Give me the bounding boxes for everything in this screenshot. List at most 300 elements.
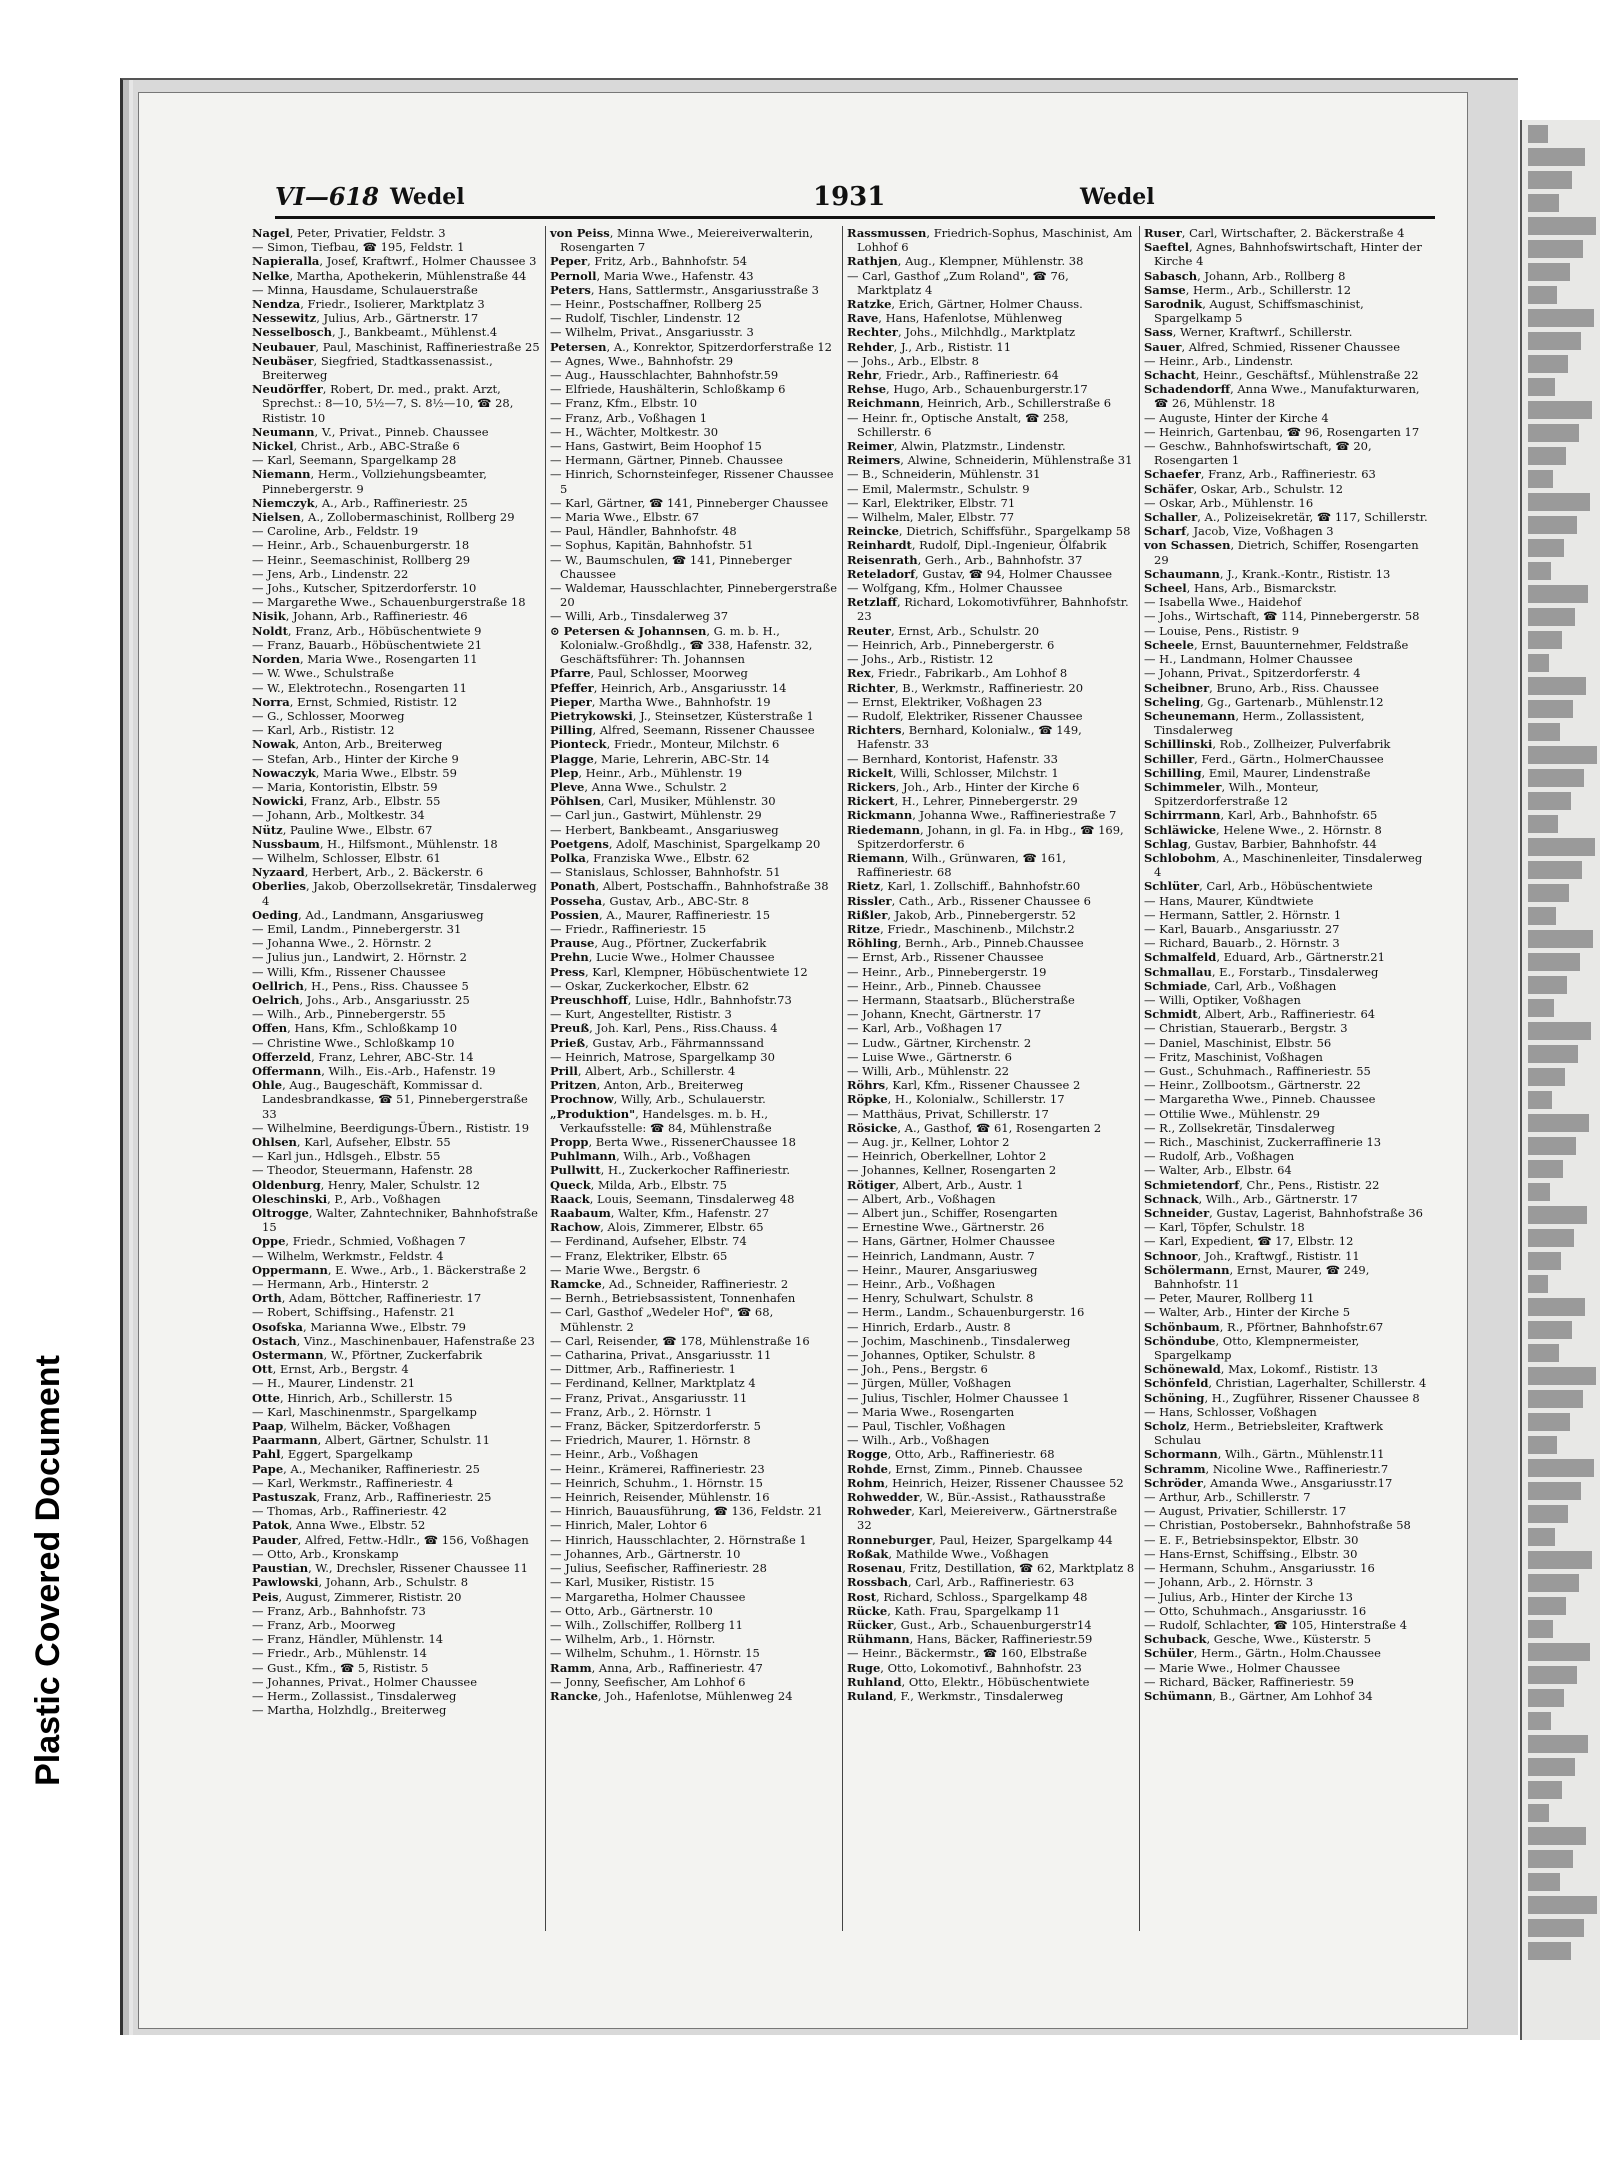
directory-entry: Schläwicke, Helene Wwe., 2. Hörnstr. 8 [1144, 822, 1382, 837]
directory-entry: — Luise Wwe., Gärtnerstr. 6 [847, 1049, 1012, 1064]
directory-entry: — Herm., Zollassist., Tinsdalerweg [252, 1688, 457, 1703]
directory-entry: — Carl, Gasthof „Wedeler Hof", ☎ 68, Mühlenstr. 2 [550, 1305, 774, 1334]
directory-entry: — Julius, Arb., Hinter der Kirche 13 [1144, 1589, 1353, 1604]
directory-entry: Pionteck, Friedr., Monteur, Milchstr. 6 [550, 737, 780, 752]
directory-entry: — Karl, Musiker, Rististr. 15 [550, 1575, 715, 1590]
directory-entry: — Jens, Arb., Lindenstr. 22 [252, 566, 409, 581]
directory-entry: — Franz, Bäcker, Spitzerdorferstr. 5 [550, 1419, 761, 1434]
directory-entry: — Minna, Hausdame, Schulauerstraße [252, 282, 478, 297]
directory-entry: — Rudolf, Schlachter, ☎ 105, Hinterstraße 4 [1144, 1617, 1408, 1632]
edge-text-stub [1528, 447, 1566, 465]
directory-entry: Pleve, Anna Wwe., Schulstr. 2 [550, 779, 727, 794]
directory-entry: — Fritz, Maschinist, Voßhagen [1144, 1049, 1323, 1064]
directory-entry: — Wilhelm, Schlosser, Elbstr. 61 [252, 850, 441, 865]
directory-entry: — Christian, Postobersekr., Bahnhofstraße 58 [1144, 1518, 1411, 1533]
directory-entry: — Franz, Händler, Mühlenstr. 14 [252, 1632, 444, 1647]
directory-entry: — Dittmer, Arb., Raffineriestr. 1 [550, 1362, 736, 1377]
directory-entry: — Maria, Kontoristin, Elbstr. 59 [252, 779, 438, 794]
directory-entry: Neudörffer, Robert, Dr. med., prakt. Arzt, Sprechst.: 8—10, 5½—7, S. 8½—10, ☎ 28, Rististr. 10 [252, 382, 514, 425]
directory-entry: — Heinrich, Reisender, Mühlenstr. 16 [550, 1490, 770, 1505]
edge-text-stub [1528, 1160, 1563, 1178]
edge-text-stub [1528, 1827, 1586, 1845]
directory-entry: Ruge, Otto, Lokomotivf., Bahnhofstr. 23 [847, 1660, 1082, 1675]
directory-entry: — Geschw., Bahnhofswirtschaft, ☎ 20, Rosengarten 1 [1144, 439, 1372, 468]
directory-entry: Napieralla, Josef, Kraftwrf., Holmer Chaussee 3 [252, 254, 537, 269]
directory-entry: Reimers, Alwine, Schneiderin, Mühlenstraße 31 [847, 453, 1133, 468]
directory-entry: Pauder, Alfred, Fettw.-Hdlr., ☎ 156, Voßhagen [252, 1532, 529, 1547]
directory-entry: — Ferdinand, Kellner, Marktplatz 4 [550, 1376, 756, 1391]
directory-entry: — Hermann, Schuhm., Ansgariusstr. 16 [1144, 1561, 1375, 1576]
directory-entry: Schmidt, Albert, Arb., Raffineriestr. 64 [1144, 1007, 1376, 1022]
edge-text-stub [1528, 746, 1597, 764]
directory-entry: Polka, Franziska Wwe., Elbstr. 62 [550, 850, 750, 865]
directory-entry: — Heinr., Arb., Pinnebergerstr. 19 [847, 964, 1047, 979]
year: 1931 [813, 182, 886, 212]
directory-entry: Pilling, Alfred, Seemann, Rissener Chaussee [550, 723, 815, 738]
edge-text-stub [1528, 631, 1562, 649]
directory-entry: Schaller, A., Polizeisekretär, ☎ 117, Schillerstr. [1144, 510, 1428, 525]
directory-entry: — Hinrich, Erdarb., Austr. 8 [847, 1319, 1011, 1334]
directory-entry: Nyzaard, Herbert, Arb., 2. Bäckerstr. 6 [252, 865, 484, 880]
directory-entry: Pastuszak, Franz, Arb., Raffineriestr. 25 [252, 1490, 492, 1505]
directory-entry: — Bernh., Betriebsassistent, Tonnenhafen [550, 1291, 796, 1306]
directory-entry: Schadendorff, Anna Wwe., Manufakturwaren, ☎ 26, Mühlenstr. 18 [1144, 382, 1420, 411]
directory-entry: — Hinrich, Bauausführung, ☎ 136, Feldstr. 21 [550, 1504, 823, 1519]
directory-entry: — Richard, Bauarb., 2. Hörnstr. 3 [1144, 936, 1340, 951]
directory-entry: — Herm., Landm., Schauenburgerstr. 16 [847, 1305, 1085, 1320]
directory-entry: Rosenau, Fritz, Destillation, ☎ 62, Marktplatz 8 [847, 1561, 1135, 1576]
directory-entry: Rehr, Friedr., Arb., Raffineriestr. 64 [847, 368, 1059, 383]
edge-text-stub [1528, 930, 1593, 948]
directory-entry: Scheling, Gg., Gartenarb., Mühlenstr.12 [1144, 694, 1384, 709]
directory-entry: Schönfeld, Christian, Lagerhalter, Schillerstr. 4 [1144, 1376, 1427, 1391]
directory-entry: Nowak, Anton, Arb., Breiterweg [252, 737, 443, 752]
directory-entry: Niemann, Herm., Vollziehungsbeamter, Pinnebergerstr. 9 [252, 467, 487, 496]
directory-entry: — Karl, Expedient, ☎ 17, Elbstr. 12 [1144, 1234, 1354, 1249]
directory-columns [248, 226, 1438, 1931]
directory-entry: Poetgens, Adolf, Maschinist, Spargelkamp 20 [550, 836, 821, 851]
directory-entry: Scheel, Hans, Arb., Bismarckstr. [1144, 581, 1337, 596]
directory-entry: Sabasch, Johann, Arb., Rollberg 8 [1144, 268, 1346, 283]
directory-entry: — Rudolf, Elektriker, Rissener Chaussee [847, 708, 1083, 723]
directory-entry: Scholz, Herm., Betriebsleiter, Kraftwerk Schulau [1144, 1419, 1383, 1448]
directory-entry: — Karl, Töpfer, Schulstr. 18 [1144, 1220, 1305, 1235]
directory-entry: Retzlaff, Richard, Lokomotivführer, Bahnhofstr. 23 [847, 595, 1129, 624]
directory-entry: — Walter, Arb., Hinter der Kirche 5 [1144, 1305, 1351, 1320]
directory-entry: — Margaretha, Holmer Chaussee [550, 1589, 746, 1604]
directory-entry: — Hermann, Gärtner, Pinneb. Chaussee [550, 453, 783, 468]
directory-entry: Rohwedder, W., Bür.-Assist., Rathausstraße [847, 1490, 1106, 1505]
directory-entry: „Produktion", Handelsges. m. b. H., Verkaufsstelle: ☎ 84, Mühlenstraße [550, 1106, 772, 1135]
directory-entry: — Johann, Arb., Moltkestr. 34 [252, 808, 425, 823]
directory-entry: Ronneburger, Paul, Heizer, Spargelkamp 44 [847, 1532, 1113, 1547]
directory-entry: Oppe, Friedr., Schmied, Voßhagen 7 [252, 1234, 466, 1249]
place-left: Wedel [390, 184, 465, 210]
directory-entry: Rehse, Hugo, Arb., Schauenburgerstr.17 [847, 382, 1088, 397]
directory-entry: — Heinr. fr., Optische Anstalt, ☎ 258, Schillerstr. 6 [847, 410, 1069, 439]
directory-entry: Rohde, Ernst, Zimm., Pinneb. Chaussee [847, 1461, 1083, 1476]
directory-entry: — Wilhelm, Privat., Ansgariusstr. 3 [550, 325, 754, 340]
edge-text-stub [1528, 1781, 1562, 1799]
directory-entry: Nelke, Martha, Apothekerin, Mühlenstraße 44 [252, 268, 527, 283]
directory-entry: — Johannes, Optiker, Schulstr. 8 [847, 1348, 1036, 1363]
directory-entry: Pieper, Martha Wwe., Bahnhofstr. 19 [550, 694, 771, 709]
directory-entry: Schillinski, Rob., Zollheizer, Pulverfabrik [1144, 737, 1391, 752]
directory-entry: Rücke, Kath. Frau, Spargelkamp 11 [847, 1603, 1061, 1618]
directory-entry: — Karl, Seemann, Spargelkamp 28 [252, 453, 457, 468]
directory-entry: — Franz, Privat., Ansgariusstr. 11 [550, 1390, 748, 1405]
directory-entry: Offerzeld, Franz, Lehrer, ABC-Str. 14 [252, 1049, 474, 1064]
directory-entry: — Ludw., Gärtner, Kirchenstr. 2 [847, 1035, 1032, 1050]
directory-entry: — G., Schlosser, Moorweg [252, 708, 405, 723]
directory-entry: Samse, Herm., Arb., Schillerstr. 12 [1144, 282, 1352, 297]
directory-entry: — Ernst, Arb., Rissener Chaussee [847, 950, 1044, 965]
directory-entry: Rechter, Johs., Milchhdlg., Marktplatz [847, 325, 1076, 340]
directory-entry: Pfarre, Paul, Schlosser, Moorweg [550, 666, 748, 681]
directory-entry: Richter, B., Werkmstr., Raffineriestr. 20 [847, 680, 1084, 695]
edge-text-stub [1528, 1022, 1591, 1040]
directory-entry: Possien, A., Maurer, Raffineriestr. 15 [550, 907, 771, 922]
edge-text-stub [1528, 1942, 1571, 1960]
directory-entry: — Heinr., Bäckermstr., ☎ 160, Elbstraße [847, 1646, 1087, 1661]
directory-entry: — Rudolf, Tischler, Lindenstr. 12 [550, 311, 741, 326]
directory-entry: — Johs., Wirtschaft, ☎ 114, Pinnebergerstr. 58 [1144, 609, 1420, 624]
directory-entry: Rogge, Otto, Arb., Raffineriestr. 68 [847, 1447, 1055, 1462]
directory-entry: Schönbaum, R., Pförtner, Bahnhofstr.67 [1144, 1319, 1384, 1334]
directory-entry: Röhrs, Karl, Kfm., Rissener Chaussee 2 [847, 1078, 1081, 1093]
directory-entry: Preuschhoff, Luise, Hdlr., Bahnhofstr.73 [550, 992, 792, 1007]
directory-entry: — Heinrich, Matrose, Spargelkamp 30 [550, 1049, 775, 1064]
directory-entry: — Henry, Schulwart, Schulstr. 8 [847, 1291, 1034, 1306]
directory-entry: Rancke, Joh., Hafenlotse, Mühlenweg 24 [550, 1688, 793, 1703]
directory-entry: — Heinr., Zollbootsm., Gärtnerstr. 22 [1144, 1078, 1361, 1093]
directory-entry: — Daniel, Maschinist, Elbstr. 56 [1144, 1035, 1332, 1050]
directory-entry: — Wilhelm, Arb., 1. Hörnstr. [550, 1632, 716, 1647]
directory-entry: — Emil, Malermstr., Schulstr. 9 [847, 481, 1030, 496]
directory-entry: — Wilhelm, Werkmstr., Feldstr. 4 [252, 1248, 444, 1263]
edge-text-stub [1528, 1873, 1560, 1891]
directory-entry: Propp, Berta Wwe., RissenerChaussee 18 [550, 1135, 796, 1149]
edge-text-stub [1528, 976, 1567, 994]
directory-entry: — Johanna Wwe., 2. Hörnstr. 2 [252, 936, 432, 951]
directory-entry: Schüler, Herm., Gärtn., Holm.Chaussee [1144, 1646, 1381, 1661]
directory-entry: — Margaretha Wwe., Pinneb. Chaussee [1144, 1092, 1376, 1107]
directory-entry: — Hermann, Staatsarb., Blücherstraße [847, 992, 1075, 1007]
directory-entry: — Carl jun., Gastwirt, Mühlenstr. 29 [550, 808, 762, 823]
directory-entry: Neubäser, Siegfried, Stadtkassenassist., Breiterweg [252, 353, 493, 383]
edge-text-stub [1528, 263, 1570, 281]
edge-text-stub [1528, 1459, 1594, 1477]
edge-text-stub [1528, 769, 1584, 787]
directory-entry: Norden, Maria Wwe., Rosengarten 11 [252, 652, 478, 667]
edge-text-stub [1528, 1574, 1579, 1592]
directory-entry: Oeding, Ad., Landmann, Ansgariusweg [252, 907, 484, 922]
directory-entry: — Christine Wwe., Schloßkamp 10 [252, 1035, 455, 1050]
edge-text-stub [1528, 1896, 1597, 1914]
edge-text-stub [1528, 884, 1569, 902]
directory-entry: — Peter, Maurer, Rollberg 11 [1144, 1291, 1315, 1306]
directory-entry: — Franz, Arb., Bahnhofstr. 73 [252, 1603, 426, 1618]
directory-entry: — Heinr., Krämerei, Raffineriestr. 23 [550, 1461, 765, 1476]
edge-text-stub [1528, 1298, 1585, 1316]
directory-entry: — Stanislaus, Schlosser, Bahnhofstr. 51 [550, 865, 781, 880]
edge-text-stub [1528, 171, 1572, 189]
directory-entry: Rissler, Cath., Arb., Rissener Chaussee 6 [847, 893, 1091, 908]
directory-entry: Petersen, A., Konrektor, Spitzerdorferstraße 12 [550, 339, 832, 354]
directory-entry: — Gust., Kfm., ☎ 5, Rististr. 5 [252, 1660, 429, 1675]
edge-text-stub [1528, 1114, 1589, 1132]
directory-entry: — Heinrich, Arb., Pinnebergerstr. 6 [847, 637, 1055, 652]
directory-entry: — Johannes, Arb., Gärtnerstr. 10 [550, 1546, 741, 1561]
directory-entry: — Hinrich, Hausschlachter, 2. Hörnstraße 1 [550, 1532, 807, 1547]
directory-entry: Rehder, J., Arb., Rististr. 11 [847, 339, 1012, 354]
directory-entry: — August, Privatier, Schillerstr. 17 [1144, 1504, 1347, 1519]
directory-entry: Schilling, Emil, Maurer, Lindenstraße [1144, 765, 1371, 780]
directory-entry: — Thomas, Arb., Raffineriestr. 42 [252, 1504, 447, 1519]
directory-entry: Rißler, Jakob, Arb., Pinnebergerstr. 52 [847, 907, 1076, 922]
edge-text-stub [1528, 654, 1549, 672]
directory-entry: Riedemann, Johann, in gl. Fa. in Hbg., ☎ 169, Spitzerdorferstr. 6 [847, 822, 1124, 851]
directory-entry: Röpke, H., Kolonialw., Schillerstr. 17 [847, 1092, 1065, 1107]
directory-entry: — Albert jun., Schiffer, Rosengarten [847, 1206, 1058, 1221]
side-label: Plastic Covered Document [28, 1354, 67, 1786]
directory-entry: Oelrich, Johs., Arb., Ansgariusstr. 25 [252, 992, 470, 1007]
directory-entry: Nickel, Christ., Arb., ABC-Straße 6 [252, 439, 460, 454]
directory-entry: — Matthäus, Privat, Schillerstr. 17 [847, 1106, 1049, 1121]
edge-text-stub [1528, 815, 1558, 833]
directory-entry: Nütz, Pauline Wwe., Elbstr. 67 [252, 822, 433, 837]
directory-entry: Nowicki, Franz, Arb., Elbstr. 55 [252, 794, 441, 809]
directory-entry: — W., Elektrotechn., Rosengarten 11 [252, 680, 468, 695]
page-header [275, 180, 1435, 219]
directory-entry: — Franz, Arb., 2. Hörnstr. 1 [550, 1404, 713, 1419]
directory-entry: Prehn, Lucie Wwe., Holmer Chaussee [550, 950, 775, 965]
directory-entry: Plep, Heinr., Arb., Mühlenstr. 19 [550, 765, 743, 780]
directory-entry: Orth, Adam, Böttcher, Raffineriestr. 17 [252, 1291, 482, 1306]
directory-entry: Nesselbosch, J., Bankbeamt., Mühlenst.4 [252, 325, 498, 340]
directory-entry: — Agnes, Wwe., Bahnhofstr. 29 [550, 353, 734, 368]
directory-entry: — W., Baumschulen, ☎ 141, Pinneberger Chaussee [550, 552, 792, 581]
directory-entry: Rietz, Karl, 1. Zollschiff., Bahnhofstr.60 [847, 879, 1081, 894]
directory-entry: Scheibner, Bruno, Arb., Riss. Chaussee [1144, 680, 1379, 695]
directory-entry: — Johannes, Privat., Holmer Chaussee [252, 1674, 478, 1689]
directory-entry: Schäfer, Oskar, Arb., Schulstr. 12 [1144, 481, 1344, 496]
directory-entry: — Herbert, Bankbeamt., Ansgariusweg [550, 822, 779, 837]
directory-entry: — Louise, Pens., Rististr. 9 [1144, 623, 1300, 638]
edge-text-stub [1528, 700, 1573, 718]
directory-entry: — Karl, Arb., Voßhagen 17 [847, 1021, 1003, 1036]
directory-entry: — Ernst, Elektriker, Voßhagen 23 [847, 694, 1043, 709]
directory-entry: Posseha, Gustav, Arb., ABC-Str. 8 [550, 893, 749, 908]
directory-entry: — Willi, Optiker, Voßhagen [1144, 992, 1301, 1007]
directory-entry: Pawlowski, Johann, Arb., Schulstr. 8 [252, 1575, 469, 1590]
directory-entry: — Karl, Elektriker, Elbstr. 71 [847, 495, 1016, 510]
directory-entry: Scheunemann, Herm., Zollassistent, Tinsdalerweg [1144, 708, 1365, 738]
directory-entry: — Hinrich, Maler, Lohtor 6 [550, 1518, 708, 1533]
directory-entry: Pietrykowski, J., Steinsetzer, Küsterstraße 1 [550, 708, 814, 723]
edge-text-stub [1528, 1919, 1584, 1937]
directory-entry: — Johs., Arb., Rististr. 12 [847, 652, 994, 667]
edge-text-stub [1528, 1183, 1550, 1201]
edge-text-stub [1528, 539, 1564, 557]
directory-entry: Rickelt, Willi, Schlosser, Milchstr. 1 [847, 765, 1059, 780]
directory-entry: — R., Zollsekretär, Tinsdalerweg [1144, 1120, 1335, 1135]
directory-entry: — Franz, Arb., Moorweg [252, 1617, 396, 1632]
edge-text-stub [1528, 1666, 1577, 1684]
directory-entry: — H., Maurer, Lindenstr. 21 [252, 1376, 416, 1391]
directory-entry: Rücker, Gust., Arb., Schauenburgerstr14 [847, 1617, 1092, 1632]
directory-entry: — Catharina, Privat., Ansgariusstr. 11 [550, 1348, 772, 1363]
directory-entry: Peters, Hans, Sattlermstr., Ansgariusstraße 3 [550, 282, 819, 297]
edge-text-stub [1528, 1413, 1570, 1431]
directory-entry: Rohm, Heinrich, Heizer, Rissener Chaussee 52 [847, 1475, 1124, 1490]
directory-entry: Niemczyk, A., Arb., Raffineriestr. 25 [252, 495, 468, 510]
column-2 [545, 226, 842, 1931]
directory-entry: — Sophus, Kapitän, Bahnhofstr. 51 [550, 538, 754, 553]
edge-text-stub [1528, 493, 1590, 511]
directory-entry: Schimmeler, Wilh., Monteur, Spitzerdorferstraße 12 [1144, 779, 1319, 809]
directory-entry: Schnoor, Joh., Kraftwgf., Rististr. 11 [1144, 1248, 1360, 1263]
edge-text-stub [1528, 999, 1554, 1017]
directory-entry: — Margarethe Wwe., Schauenburgerstraße 18 [252, 595, 526, 610]
edge-text-stub [1528, 470, 1553, 488]
directory-entry: — Wilhelm, Schuhm., 1. Hörnstr. 15 [550, 1646, 760, 1661]
directory-entry: Ohle, Aug., Baugeschäft, Kommissar d. Landesbrandkasse, ☎ 51, Pinnebergerstraße 33 [252, 1078, 528, 1121]
directory-entry: — Albert, Arb., Voßhagen [847, 1191, 996, 1206]
column-3 [842, 226, 1139, 1931]
directory-entry: Ramcke, Ad., Schneider, Raffineriestr. 2 [550, 1277, 789, 1292]
directory-entry: — Kurt, Angestellter, Rististr. 3 [550, 1007, 732, 1022]
edge-text-stub [1528, 1229, 1574, 1247]
directory-entry: — Heinr., Arb., Voßhagen [550, 1447, 699, 1462]
directory-entry: Offermann, Wilh., Eis.-Arb., Hafenstr. 19 [252, 1063, 496, 1078]
directory-entry: Preuß, Joh. Karl, Pens., Riss.Chauss. 4 [550, 1021, 778, 1036]
directory-entry: — Bernhard, Kontorist, Hafenstr. 33 [847, 751, 1058, 766]
directory-entry: Reuter, Ernst, Arb., Schulstr. 20 [847, 623, 1040, 638]
edge-text-stub [1528, 1712, 1551, 1730]
directory-entry: — Rudolf, Arb., Voßhagen [1144, 1149, 1295, 1164]
directory-entry: Oppermann, E. Wwe., Arb., 1. Bäckerstraße 2 [252, 1262, 527, 1277]
directory-entry: Pahl, Eggert, Spargelkamp [252, 1447, 413, 1462]
directory-entry: — Emil, Landm., Pinnebergerstr. 31 [252, 921, 462, 936]
edge-text-stub [1528, 861, 1582, 879]
directory-entry: — Karl jun., Hdlsgeh., Elbstr. 55 [252, 1149, 441, 1164]
directory-entry: Prieß, Gustav, Arb., Fährmannssand [550, 1035, 764, 1050]
directory-entry: Ponath, Albert, Postschaffn., Bahnhofstraße 38 [550, 879, 829, 894]
directory-entry: Rossbach, Carl, Arb., Raffineriestr. 63 [847, 1575, 1075, 1590]
directory-entry: — Heinr., Arb., Voßhagen [847, 1277, 996, 1292]
directory-entry: Sarodnik, August, Schiffsmaschinist, Spargelkamp 5 [1144, 297, 1364, 326]
directory-entry: — Walter, Arb., Elbstr. 64 [1144, 1163, 1292, 1178]
directory-entry: — Oskar, Arb., Mühlenstr. 16 [1144, 495, 1314, 510]
directory-entry: Prochnow, Willy, Arb., Schulauerstr. [550, 1092, 766, 1107]
edge-text-stub [1528, 1551, 1592, 1569]
directory-entry: Roßak, Mathilde Wwe., Voßhagen [847, 1546, 1049, 1561]
edge-text-stub [1528, 723, 1560, 741]
directory-entry: — Otto, Arb., Kronskamp [252, 1546, 399, 1561]
edge-text-stub [1528, 125, 1548, 143]
directory-entry: Ramm, Anna, Arb., Raffineriestr. 47 [550, 1660, 763, 1675]
directory-entry: Noldt, Franz, Arb., Höbüschentwiete 9 [252, 623, 482, 638]
directory-entry: Ostermann, W., Pförtner, Zuckerfabrik [252, 1348, 483, 1363]
edge-text-stub [1528, 401, 1592, 419]
edge-text-stub [1528, 424, 1579, 442]
directory-entry: — Wilhelm, Maler, Elbstr. 77 [847, 510, 1015, 525]
edge-text-stub [1528, 953, 1580, 971]
edge-text-stub [1528, 355, 1568, 373]
edge-text-stub [1528, 907, 1556, 925]
directory-entry: Ruland, F., Werkmstr., Tinsdalerweg [847, 1688, 1064, 1703]
edge-text-stub [1528, 1597, 1566, 1615]
directory-entry: — Aug., Hausschlachter, Bahnhofstr.59 [550, 368, 779, 383]
directory-entry: — Arthur, Arb., Schillerstr. 7 [1144, 1490, 1311, 1505]
directory-entry: Ratzke, Erich, Gärtner, Holmer Chauss. [847, 297, 1083, 312]
directory-entry: Raack, Louis, Seemann, Tinsdalerweg 48 [550, 1191, 795, 1206]
edge-text-stub [1528, 217, 1596, 235]
directory-entry: — Karl, Bauarb., Ansgariusstr. 27 [1144, 921, 1340, 936]
directory-entry: Norra, Ernst, Schmied, Rististr. 12 [252, 694, 458, 709]
directory-entry: — Richard, Bäcker, Raffineriestr. 59 [1144, 1674, 1354, 1689]
directory-entry: Schmietendorf, Chr., Pens., Rististr. 22 [1144, 1177, 1380, 1192]
directory-entry: Nagel, Peter, Privatier, Feldstr. 3 [252, 226, 446, 240]
directory-entry: — Rich., Maschinist, Zuckerraffinerie 13 [1144, 1135, 1382, 1149]
directory-entry: — Hermann, Arb., Hinterstr. 2 [252, 1277, 429, 1292]
directory-entry: Nielsen, A., Zollobermaschinist, Rollberg 29 [252, 510, 515, 525]
directory-entry: Schmiade, Carl, Arb., Voßhagen [1144, 978, 1337, 993]
directory-entry: — Johann, Arb., 2. Hörnstr. 3 [1144, 1575, 1314, 1590]
directory-entry: Osofska, Marianna Wwe., Elbstr. 79 [252, 1319, 466, 1334]
directory-entry: Ohlsen, Karl, Aufseher, Elbstr. 55 [252, 1135, 451, 1149]
directory-entry: — Friedr., Arb., Mühlenstr. 14 [252, 1646, 427, 1661]
directory-entry: — Aug. jr., Kellner, Lohtor 2 [847, 1135, 1010, 1149]
directory-entry: Oberlies, Jakob, Oberzollsekretär, Tinsdalerweg 4 [252, 879, 537, 908]
directory-entry: Schmallau, E., Forstarb., Tinsdalerweg [1144, 964, 1379, 979]
directory-entry: Schacht, Heinr., Geschäftsf., Mühlenstraße 22 [1144, 368, 1419, 383]
directory-entry: Riemann, Wilh., Grünwaren, ☎ 161, Raffineriestr. 68 [847, 850, 1067, 880]
edge-text-stub [1528, 1643, 1590, 1661]
directory-entry: Rickmann, Johanna Wwe., Raffineriestraße 7 [847, 808, 1117, 823]
edge-text-stub [1528, 286, 1557, 304]
directory-entry: Reisenrath, Gerh., Arb., Bahnhofstr. 37 [847, 552, 1083, 567]
directory-entry: Plagge, Marie, Lehrerin, ABC-Str. 14 [550, 751, 770, 766]
directory-entry: — Johann, Knecht, Gärtnerstr. 17 [847, 1007, 1042, 1022]
directory-entry: Neumann, V., Privat., Pinneb. Chaussee [252, 424, 489, 439]
edge-text-stub [1528, 516, 1577, 534]
directory-entry: — Wilh., Arb., Pinnebergerstr. 55 [252, 1007, 446, 1022]
directory-entry: — Willi, Kfm., Rissener Chaussee [252, 964, 446, 979]
directory-entry: — Isabella Wwe., Haidehof [1144, 595, 1302, 610]
directory-entry: Reteladorf, Gustav, ☎ 94, Holmer Chaussee [847, 566, 1113, 581]
directory-entry: Schöning, H., Zugführer, Rissener Chaussee 8 [1144, 1390, 1420, 1405]
edge-text-stub [1528, 585, 1588, 603]
directory-entry: Rohweder, Karl, Meiereiverw., Gärtnerstraße 32 [847, 1504, 1118, 1533]
directory-entry: — Robert, Schiffsing., Hafenstr. 21 [252, 1305, 456, 1320]
directory-entry: — Gust., Schuhmach., Raffineriestr. 55 [1144, 1063, 1371, 1078]
place-right: Wedel [1080, 184, 1155, 210]
directory-entry: Prill, Albert, Arb., Schillerstr. 4 [550, 1063, 736, 1078]
directory-entry: Schümann, B., Gärtner, Am Lohhof 34 [1144, 1688, 1373, 1703]
directory-entry: Pöhlsen, Carl, Musiker, Mühlenstr. 30 [550, 794, 776, 809]
directory-entry: Schormann, Wilh., Gärtn., Mühlenstr.11 [1144, 1447, 1385, 1462]
edge-text-stub [1528, 1436, 1557, 1454]
directory-entry: — Carl, Reisender, ☎ 178, Mühlenstraße 16 [550, 1333, 810, 1348]
directory-entry: Saeftel, Agnes, Bahnhofswirtschaft, Hinter der Kirche 4 [1144, 240, 1422, 269]
directory-entry: — Friedrich, Maurer, 1. Hörnstr. 8 [550, 1433, 751, 1448]
directory-entry: — Johann, Privat., Spitzerdorferstr. 4 [1144, 666, 1361, 681]
directory-entry: — Wilhelmine, Beerdigungs-Übern., Rististr. 19 [252, 1120, 530, 1135]
directory-entry: Raabaum, Walter, Kfm., Hafenstr. 27 [550, 1206, 770, 1221]
directory-entry: — Johs., Kutscher, Spitzerdorferstr. 10 [252, 581, 477, 596]
